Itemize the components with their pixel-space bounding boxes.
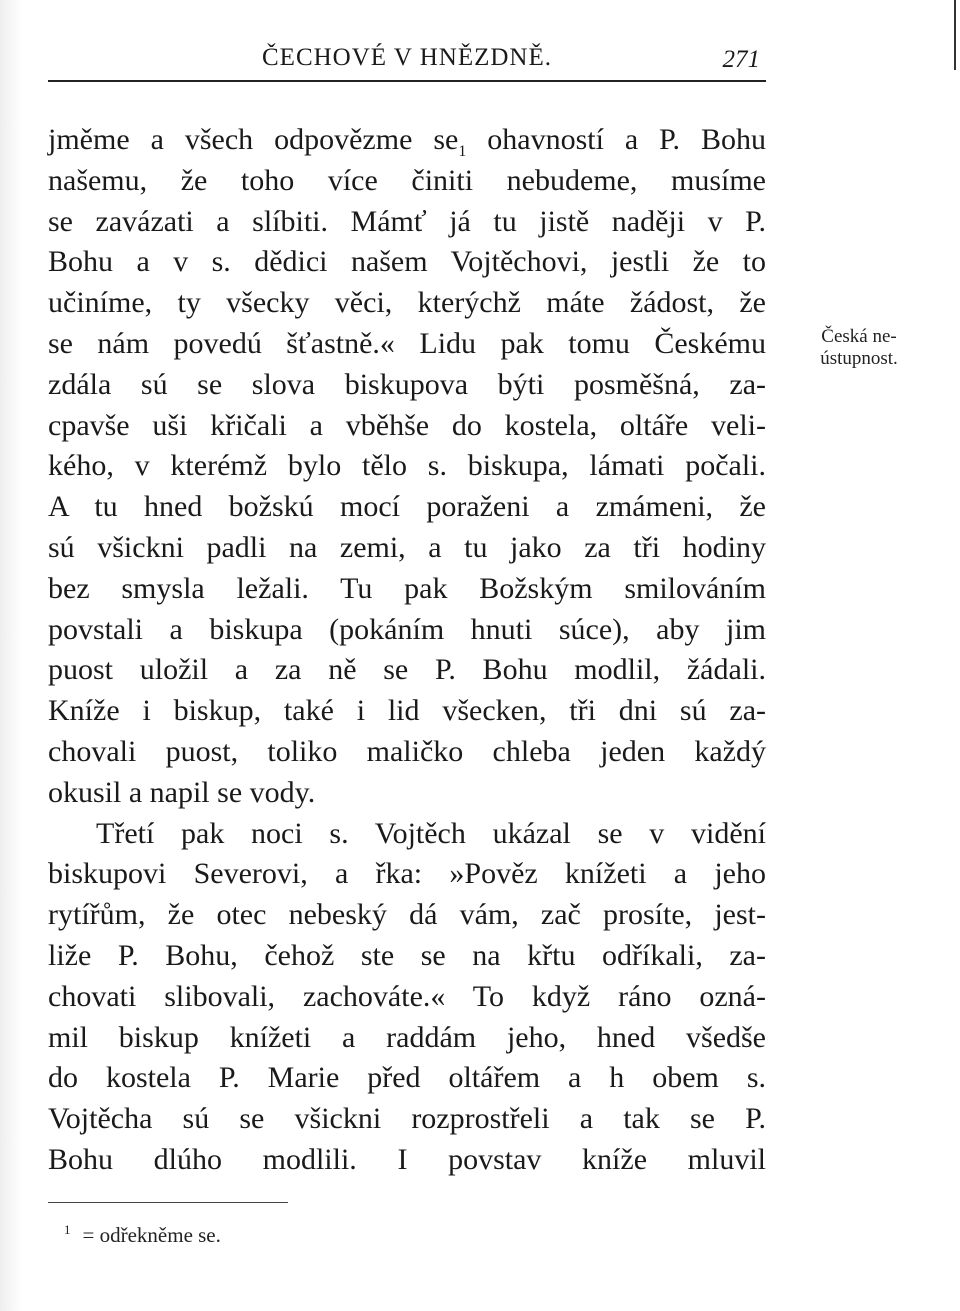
text-line: povstali a biskupa (pokáním hnuti súce), aby jim [48, 612, 766, 646]
header-rule [48, 80, 766, 82]
text-line: do kostela P. Marie před oltářem a h obem s. [48, 1061, 766, 1095]
text-line: zdála sú se slova biskupova býti posměšná, za- [48, 367, 766, 401]
text-line: A tu hned božskú mocí poraženi a zmámeni, že [48, 490, 766, 524]
footnote-marker: 1 [64, 1222, 71, 1237]
margin-note-line: ústupnost. [820, 348, 898, 369]
text-line: učiníme, ty všecky věci, kterýchž máte žádost, že [48, 286, 766, 320]
margin-note [789, 326, 929, 370]
page-edge-shadow [0, 0, 22, 1311]
text-line: Vojtěcha sú se všickni rozprostřeli a tak se P. [48, 1102, 766, 1136]
running-title: ČECHOVÉ V HNĚZDNĚ. [262, 44, 552, 71]
margin-note-line: Česká ne- [821, 326, 897, 347]
text-line: mil biskup knížeti a raddám jeho, hned všedše [48, 1020, 766, 1054]
footnote-text: = odřekněme se. [82, 1223, 221, 1247]
body-text [48, 120, 766, 1181]
text-line: cpavše uši křičali a vběhše do kostela, oltáře veli- [48, 408, 766, 442]
text-line: našemu, že toho více činiti nebudeme, musíme [48, 163, 766, 197]
text-line: chovati slibovali, zachováte.« To když ráno ozná- [48, 979, 766, 1013]
text-line: chovali puost, toliko maličko chleba jeden každý [48, 734, 766, 768]
footnote [64, 1222, 221, 1248]
text-line: se nám povedú šťastně.« Lidu pak tomu Českému [48, 326, 766, 360]
page-number: 271 [722, 46, 760, 73]
footnote-reference: 1 [458, 143, 467, 160]
text-line: sú všickni padli na zemi, a tu jako za tři hodiny [48, 530, 766, 564]
page-header [48, 40, 766, 80]
text-line: biskupovi Severovi, a řka: »Pověz knížeti a jeho [48, 857, 766, 891]
page-edge-mark [954, 0, 956, 70]
text-line: puost uložil a za ně se P. Bohu modlil, žádali. [48, 653, 766, 687]
text-line: kého, v kterémž bylo tělo s. biskupa, lámati počali. [48, 449, 766, 483]
text-line: Bohu dlúho modlili. I povstav kníže mluvil [48, 1142, 766, 1176]
text-line: se zavázati a slíbiti. Mámť já tu jistě naději v P. [48, 204, 766, 238]
text-line: jměme a všech odpovězme $se_1$ ohavností a P. Bohu [48, 123, 766, 160]
text-line: Bohu a v s. dědici našem Vojtěchovi, jestli že to [48, 245, 766, 279]
text-line: Třetí pak noci s. Vojtěch ukázal se v vidění [96, 816, 766, 850]
footnote-rule [48, 1202, 288, 1203]
text-line: bez smysla ležali. Tu pak Božským smilováním [48, 571, 766, 605]
text-line: rytířům, že otec nebeský dá vám, zač prosíte, jest- [48, 898, 766, 932]
text-line: Kníže i biskup, také i lid všecken, tři dni sú za- [48, 694, 766, 728]
text-line: okusil a napil se vody. [48, 775, 316, 809]
text-line: liže P. Bohu, čehož ste se na křtu odříkali, za- [48, 938, 766, 972]
